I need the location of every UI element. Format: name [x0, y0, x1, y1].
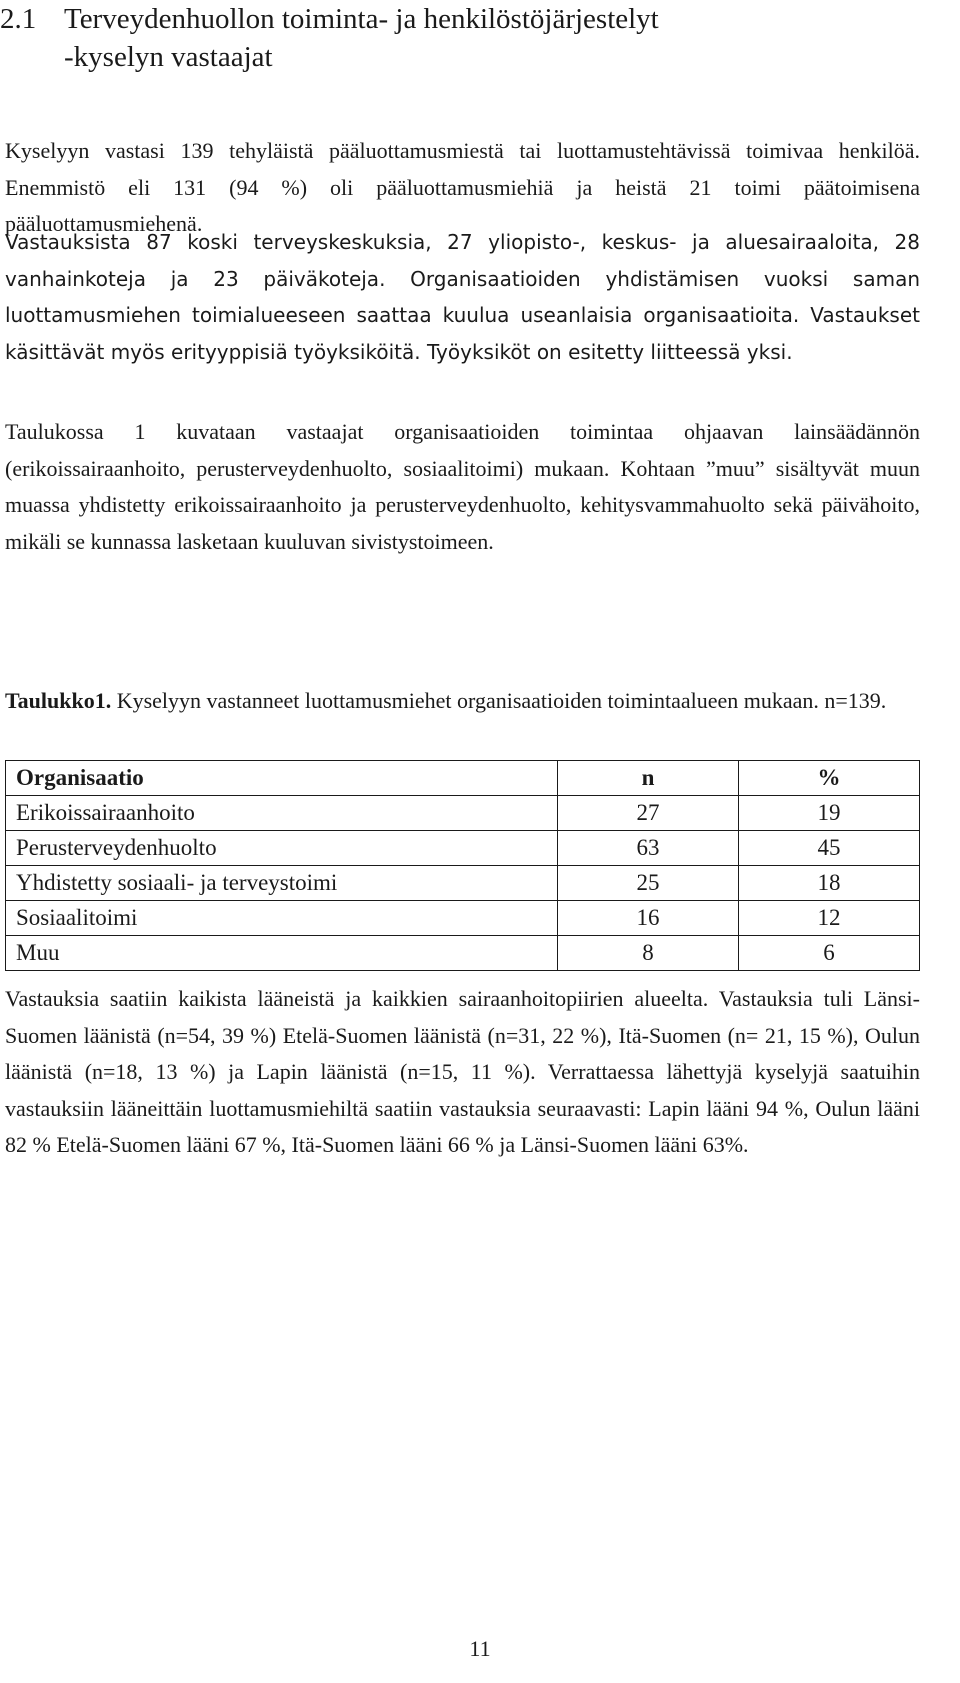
table-caption: [5, 683, 920, 719]
cell-organisation: Sosiaalitoimi: [6, 901, 558, 936]
cell-organisation: Erikoissairaanhoito: [6, 796, 558, 831]
header-n: n: [558, 761, 739, 796]
cell-organisation: Perusterveydenhuolto: [6, 831, 558, 866]
table-caption-label: Taulukko1.: [5, 688, 112, 713]
heading-title: Terveydenhuollon toiminta- ja henkilöstöjärjestelyt: [64, 3, 659, 35]
paragraph-respondents: Kyselyyn vastasi 139 tehyläistä pääluottamusmiestä tai luottamustehtävissä toimivaa henkilöä. Enemmistö eli 131 (94 %) oli pääluottamusmiehiä ja heistä 21 toimi päätoimisena pääluottamusmiehenä.: [5, 138, 920, 237]
section-heading: [0, 0, 950, 76]
cell-percent: 12: [739, 901, 920, 936]
table-row: [6, 901, 920, 936]
organisation-table: [5, 760, 920, 971]
cell-n: 16: [558, 901, 739, 936]
paragraph-regions: Vastauksia saatiin kaikista lääneistä ja kaikkien sairaanhoitopiirien alueelta. Vastauksia tuli Länsi-Suomen läänistä (n=54, 39 %) Etelä-Suomen läänistä (n=31, 22 %), Itä-Suomen (n= 21, 15 %), Oulun läänistä (n=18, 13 %) ja Lapin läänistä (n=15, 11 %). Verrattaessa lähettyjä kyselyjä saatuihin vastauksiin lääneittäin luottamusmiehiltä saatiin vastauksia seuraavasti: Lapin lääni 94 %, Oulun lääni 82 % Etelä-Suomen lääni 67 %, Itä-Suomen lääni 66 % ja Länsi-Suomen lääni 63%.: [5, 986, 920, 1158]
cell-percent: 19: [739, 796, 920, 831]
heading-line-1: [0, 0, 950, 38]
paragraph-table-intro: Taulukossa 1 kuvataan vastaajat organisaatioiden toimintaa ohjaavan lainsäädännön (erikoissairaanhoito, perusterveydenhuolto, sosiaalitoimi) mukaan. Kohtaan ”muu” sisältyvät muun muassa yhdistetty erikoissairaanhoito ja perusterveydenhuolto, kehitysvammahuolto sekä päivähoito, mikäli se kunnassa lasketaan kuuluvan sivistystoimeen.: [5, 419, 920, 554]
heading-line-2: -kyselyn vastaajat: [64, 41, 273, 73]
section-number: 2.1: [0, 3, 37, 35]
header-percent: %: [739, 761, 920, 796]
cell-n: 8: [558, 936, 739, 971]
header-organisation: Organisaatio: [6, 761, 558, 796]
table-row: [6, 831, 920, 866]
table-row: [6, 936, 920, 971]
cell-n: 25: [558, 866, 739, 901]
cell-n: 27: [558, 796, 739, 831]
cell-percent: 6: [739, 936, 920, 971]
cell-organisation: Yhdistetty sosiaali- ja terveystoimi: [6, 866, 558, 901]
table-caption-text: Kyselyyn vastanneet luottamusmiehet organisaatioiden toimintaalueen mukaan. n=139.: [111, 688, 887, 713]
cell-percent: 18: [739, 866, 920, 901]
cell-percent: 45: [739, 831, 920, 866]
table-row: [6, 866, 920, 901]
table-header-row: [6, 761, 920, 796]
table-row: [6, 796, 920, 831]
paragraph-units: Vastauksista 87 koski terveyskeskuksia, 27 yliopisto-, keskus- ja aluesairaaloita, 28 vanhainkoteja ja 23 päiväkoteja. Organisaatioiden yhdistämisen vuoksi saman luottamusmiehen toimialueeseen saattaa kuulua useanlaisia organisaatioita. Vastaukset käsittävät myös erityyppisiä työyksiköitä. Työyksiköt on esitetty liitteessä yksi.: [5, 230, 920, 364]
page-number: 11: [469, 1636, 491, 1661]
cell-n: 63: [558, 831, 739, 866]
cell-organisation: Muu: [6, 936, 558, 971]
